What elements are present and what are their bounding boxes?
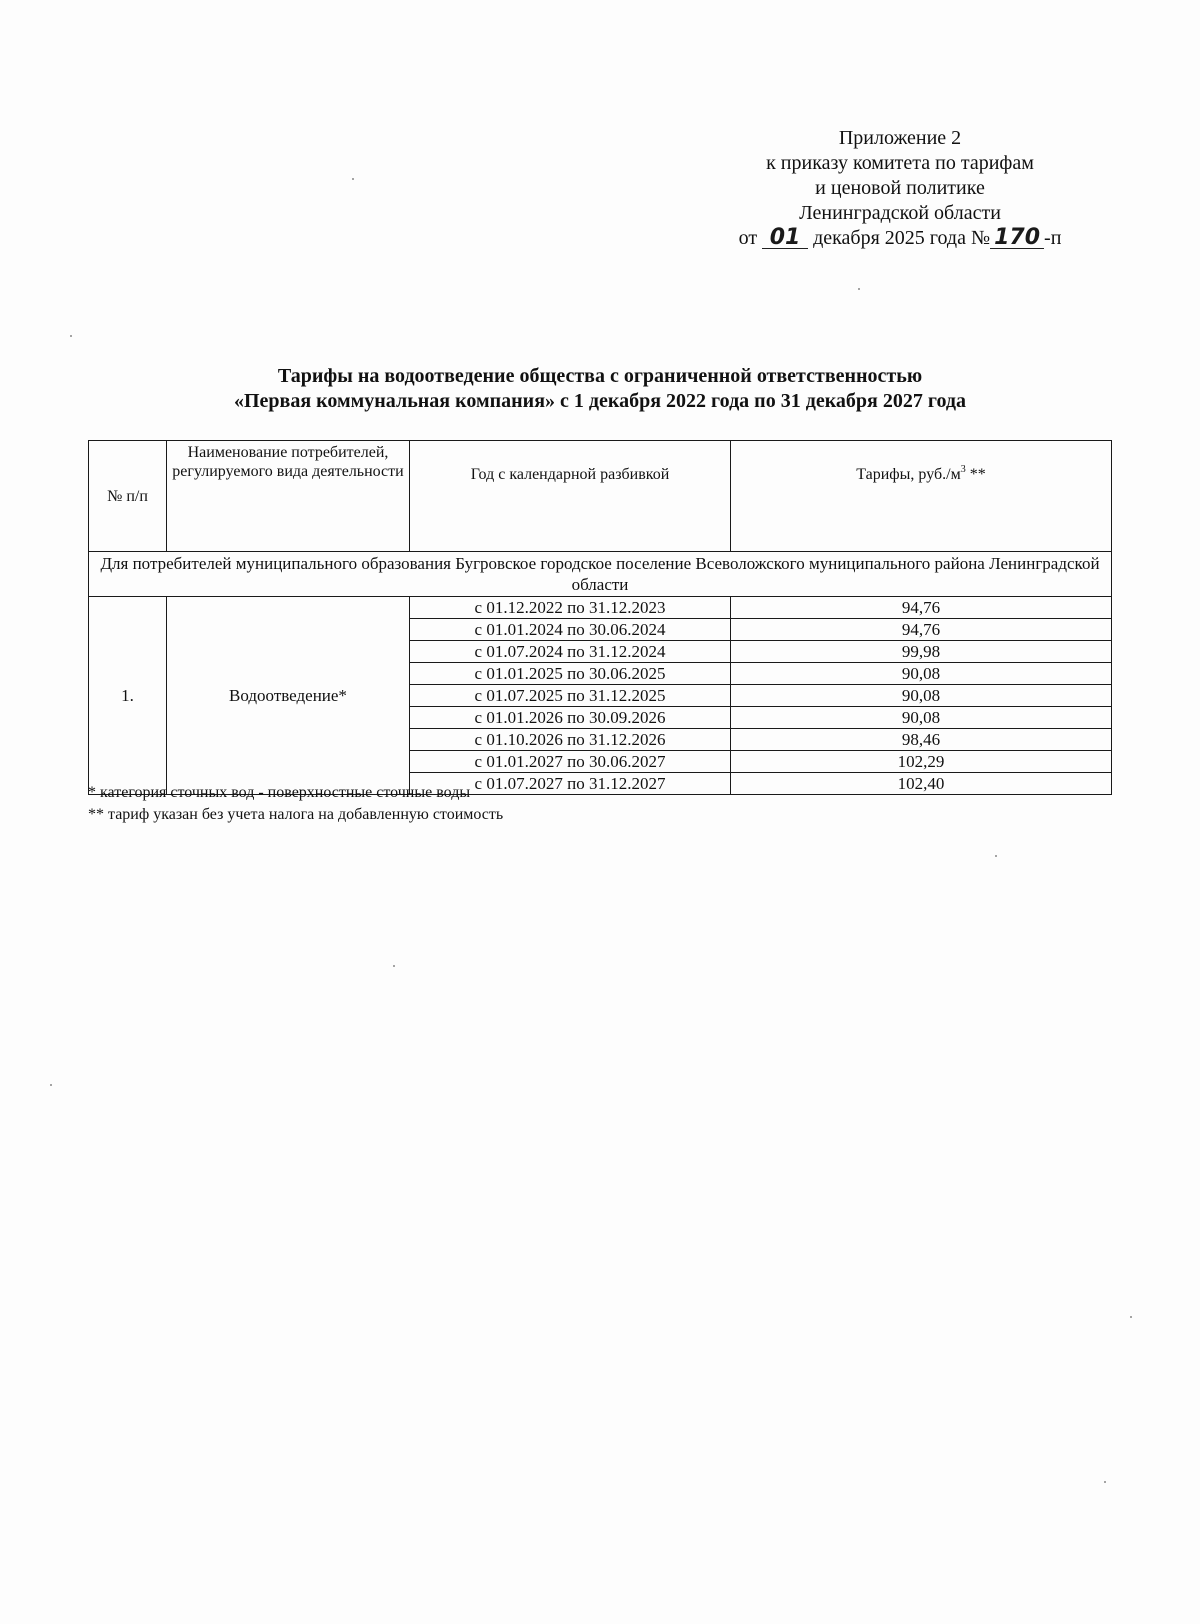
header-tariff [731,441,1112,552]
period-cell: с 01.07.2027 по 31.12.2027 [410,773,731,795]
tariff-value-cell: 94,76 [731,619,1112,641]
title-line-1: Тарифы на водоотведение общества с ограниченной ответственностью [277,365,923,387]
appendix-order-ref: к приказу комитета по тарифам [766,152,1034,174]
scan-speck [393,965,395,967]
date-day-handwritten: 01 [762,228,808,249]
appendix-region: Ленинградской области [799,202,1001,224]
period-cell: с 01.07.2025 по 31.12.2025 [410,685,731,707]
scan-speck [1104,1481,1106,1483]
scan-speck [858,288,860,290]
tariff-value-cell: 90,08 [731,707,1112,729]
tariff-table [88,440,1112,795]
period-cell: с 01.01.2026 по 30.09.2026 [410,707,731,729]
group-label: Для потребителей муниципального образования Бугровское городское поселение Всеволожского муниципального района Ленинградской области [89,552,1112,597]
header-period: Год с календарной разбивкой [410,441,731,552]
table-header-row [89,441,1112,552]
document-title [0,364,1200,414]
table-body [89,552,1112,795]
scan-speck [995,855,997,857]
order-suffix: -п [1044,227,1062,249]
period-cell: с 01.01.2025 по 30.06.2025 [410,663,731,685]
tariff-value-cell: 98,46 [731,729,1112,751]
appendix-date-line [680,226,1120,251]
scan-speck [352,178,354,180]
order-number-handwritten: 170 [990,228,1044,249]
appendix-title: Приложение 2 [838,127,962,149]
date-middle: декабря 2025 года № [813,227,991,249]
header-tariff-label: Тарифы, руб./м [856,466,961,483]
period-cell: с 01.12.2022 по 31.12.2023 [410,597,731,619]
appendix-committee: и ценовой политике [815,177,985,199]
header-number: № п/п [89,441,167,552]
period-cell: с 01.07.2024 по 31.12.2024 [410,641,731,663]
tariff-value-cell: 102,40 [731,773,1112,795]
appendix-header [680,126,1120,251]
tariff-value-cell: 90,08 [731,663,1112,685]
group-row [89,552,1112,597]
period-cell: с 01.01.2027 по 30.06.2027 [410,751,731,773]
table-row [89,597,1112,619]
header-tariff-mark: ** [965,466,986,483]
scan-speck [70,335,72,337]
header-name: Наименование потребителей, регулируемого вида деятельности [167,441,410,552]
tariff-value-cell: 102,29 [731,751,1112,773]
scan-speck [50,1084,52,1086]
service-name: Водоотведение* [167,597,410,795]
tariff-value-cell: 90,08 [731,685,1112,707]
footnotes [88,782,1088,826]
scan-speck [1130,1316,1132,1318]
period-cell: с 01.10.2026 по 31.12.2026 [410,729,731,751]
footnote-1: * категория сточных вод - поверхностные сточные воды [88,784,471,801]
tariff-value-cell: 99,98 [731,641,1112,663]
period-cell: с 01.01.2024 по 30.06.2024 [410,619,731,641]
header-tariff-sup: 3 [960,464,966,475]
row-number: 1. [89,597,167,795]
footnote-2: ** тариф указан без учета налога на добавленную стоимость [88,806,504,823]
title-line-2: «Первая коммунальная компания» с 1 декабря 2022 года по 31 декабря 2027 года [233,390,966,412]
date-prefix: от [738,227,758,249]
tariff-value-cell: 94,76 [731,597,1112,619]
